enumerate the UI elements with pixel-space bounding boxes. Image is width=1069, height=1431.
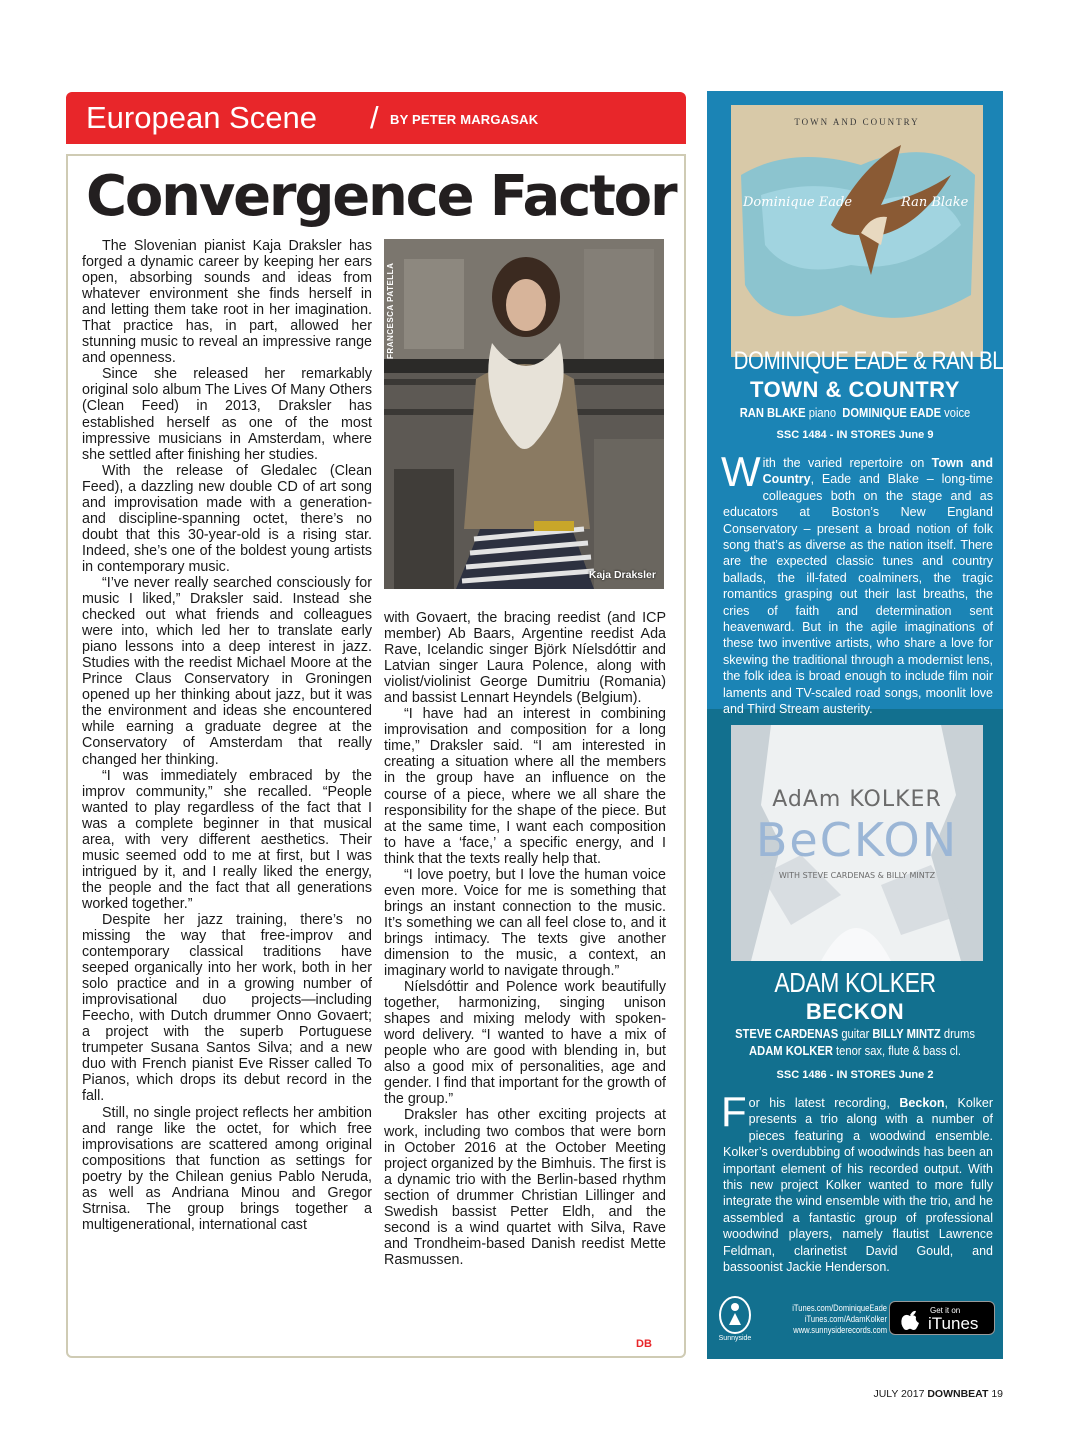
article-column-2	[384, 610, 666, 1268]
paragraph: Níelsdóttir and Polence work beautifully together, harmonizing, singing unison shapes and mixing melody with spoken-word delivery. “I wanted to have a mix of people who are good with blending in, but also a good mix of personalities, age and gender. I find that important for the growth of the group.”	[384, 979, 666, 1108]
issue-date: JULY 2017	[873, 1388, 925, 1400]
article-body	[66, 154, 686, 1358]
headline: Convergence Factor	[86, 164, 676, 229]
cover-artist-left: Dominique Eade	[743, 195, 853, 210]
album-artist: DOMINIQUE EADE & RAN BLAKE	[733, 347, 1044, 375]
store-links	[773, 1303, 887, 1336]
article-column-1	[82, 238, 372, 1233]
photo-credit: FRANCESCA PATELLA	[386, 262, 395, 359]
itunes-badge-label: iTunes	[928, 1314, 979, 1333]
paragraph: “I’ve never really searched consciously for music I liked,” Draksler said. Instead she checked out what friends and colleagues were into, which led her to translate early piano lessons into a deep interest in jazz. Studies with the reedist Michael Moore at the Prince Claus Conservatory in Groningen opened up her thinking about jazz, but it was the environment and ideas she encountered while earning a graduate degree at the Conservatory of Amsterdam that really changed her thinking.	[82, 574, 372, 768]
paragraph: Draksler has other exciting projects at work, including two combos that were born in October 2016 at the October Meeting project organized by the Bimhuis. The first is a dynamic trio with the Berlin-based rhythm section of drummer Christian Lillinger and Swedish bassist Petter Eldh, and the second is a wind quartet with Silva, Rave and Trondheim-based Danish reedist Mette Rasmussen.	[384, 1107, 666, 1268]
catalog-release: SSC 1486 - IN STORES June 2	[776, 1069, 934, 1081]
sunnyside-logo	[717, 1295, 753, 1343]
album-credits-line-2: ADAM KOLKER tenor sax, flute & bass cl.	[749, 1043, 961, 1058]
photo-illustration	[384, 239, 664, 589]
album-title: TOWN & COUNTRY	[750, 377, 960, 402]
sunnyside-icon	[717, 1295, 753, 1335]
apple-logo-icon	[900, 1309, 920, 1331]
section-divider: /	[370, 100, 379, 135]
paragraph: “I was immediately embraced by the improv community,” she recalled. “People wanted to play regardless of the fact that I was a complete beginner in that musical area, with very different aesthetics. Their music seemed odd to me at first, but I was intrigued by it, and I really liked the energy, the people and the fact that all generations worked together.”	[82, 767, 372, 912]
cover-title: TOWN AND COUNTRY	[794, 117, 920, 127]
album-credits-line-1: STEVE CARDENAS guitar BILLY MINTZ drums	[735, 1026, 975, 1041]
cover-title: BeCKON	[755, 813, 959, 867]
album-cover-beckon	[731, 725, 983, 961]
album-description: With the varied repertoire on Town and Country, Eade and Blake – long-time colleagues both on the stage and as educators at Boston’s New England Conservatory – present a broad notion of folk song that’s as diverse as the nation itself. There are the expected classic tunes and country ballads, the ill-fated coalminers, the tragic romantics grasping out their last breaths, the cries of faith and determination sent heavenward. But in the agile imaginations of these two inventive artists, who share a love for skewing the traditional through a modernist lens, the folk idea is broad enough to include film noir laments and TV-scaled road songs, moonlit love and Third Stream austerity.	[721, 448, 993, 717]
sunnyside-ad	[707, 91, 1044, 1359]
paragraph: “I have had an interest in combining improvisation and composition for a long time,” Draksler said. “I am interested in creating a situation where all the members in the group have an influence on the course of a piece, where we all share the responsibility for the shape of the piece. But at the same time, I want each composition to have a ‘face,’ a specific energy, and I think that the texts really help that.	[384, 706, 666, 867]
paragraph: With the release of Gledalec (Clean Feed), a dazzling new double CD of art song and improvisation made with a generation- and discipline-spanning octet, there’s no doubt that this 30-year-old is a rising star. Indeed, she’s one of the boldest young artists in contemporary music.	[82, 462, 372, 575]
magazine-name: DOWNBEAT	[927, 1388, 989, 1400]
artist-photo	[384, 239, 664, 589]
catalog-release: SSC 1484 - IN STORES June 9	[776, 429, 934, 441]
link-itunes-eade[interactable]: iTunes.com/DominiqueEade	[792, 1303, 887, 1313]
cover-artist-right: Ran Blake	[901, 195, 969, 210]
label-name: Sunnyside	[718, 1335, 752, 1342]
cover-subtitle: WITH STEVE CARDENAS & BILLY MINTZ	[778, 871, 936, 880]
paragraph-continued: with Govaert, the bracing reedist (and ICP member) Ab Baars, Argentine reedist Ada Rave, Icelandic singer Björk Níelsdóttir and Latvian singer Laura Polence, along with violist/violinist George Dumitriu (Romania) and bassist Lennart Heyndels (Belgium).	[384, 610, 666, 707]
album-cover-town-and-country	[731, 105, 983, 357]
paragraph: Since she released her remarkably original solo album The Lives Of Many Others (Clean Feed) in 2013, Draksler has established herself as one of the most impressive musicians in Amsterdam, where she settled after finishing her studies.	[82, 366, 372, 463]
page-footer	[873, 1388, 1003, 1400]
paragraph: The Slovenian pianist Kaja Draksler has forged a dynamic career by keeping her ears open, absorbing sounds and ideas from whatever environment she finds herself in and letting them take root in her imagination. That practice has, in part, allowed her stunning music to reveal an impressive range and openness.	[82, 238, 372, 367]
album-credits: RAN BLAKE piano DOMINIQUE EADE voice	[739, 405, 971, 420]
paragraph: Still, no single project reflects her ambition and range like the octet, for which free improvisations are scattered among original compositions that function as settings for poetry by the Chilean genius Pablo Neruda, as well as Andriana Minou and Gregor Strnisa. The group brings together a multigenerational, international cast	[82, 1104, 372, 1233]
end-mark: DB	[636, 1338, 652, 1350]
album-title: BECKON	[805, 999, 905, 1024]
album-description: For his latest recording, Beckon, Kolker presents a trio along with a number of pieces featuring a woodwind ensemble. Kolker’s overdubbing of woodwinds has been an important element of his recorded output. With this new project Kolker wanted to more fully integrate the wind ensemble with the trio, and he assembled a fantastic group of professional woodwind players, namely flautist Lawrence Feldman, clarinetist David Gould, and bassoonist Jackie Henderson.	[721, 1088, 993, 1275]
paragraph: “I love poetry, but I love the human voice even more. Voice for me is something that brings an instant connection to the music. It’s something we can all feel close to, and it brings intimacy. The texts give another dimension to the music, a context, an imaginary world to navigate through.”	[384, 866, 666, 980]
album-artist: ADAM KOLKER	[774, 967, 936, 998]
itunes-badge[interactable]	[889, 1301, 995, 1335]
page-number: 19	[991, 1388, 1003, 1400]
byline: BY PETER MARGASAK	[390, 112, 539, 127]
itunes-badge-caption: Get it on	[930, 1306, 961, 1315]
cover-artist: AdAm KOLKER	[772, 787, 942, 812]
section-title: European Scene	[86, 100, 317, 135]
link-itunes-kolker[interactable]: iTunes.com/AdamKolker	[804, 1314, 887, 1324]
article	[66, 92, 686, 1358]
link-sunnyside[interactable]: www.sunnysiderecords.com	[793, 1325, 887, 1335]
photo-caption: Kaja Draksler	[588, 569, 656, 581]
section-header	[66, 92, 686, 144]
paragraph: Despite her jazz training, there’s no missing the way that free-improv and contemporary classical traditions have seeped organically into her work, both in her solo practice and in a growing number of improvisational duo projects—including Feecho, with Dutch drummer Onno Govaert; a project with the superb Portuguese trumpeter Susana Santos Silva; and a new duo with French pianist Eve Risser called To Pianos, which drops its debut record in the fall.	[82, 911, 372, 1105]
cover-art	[731, 105, 983, 357]
